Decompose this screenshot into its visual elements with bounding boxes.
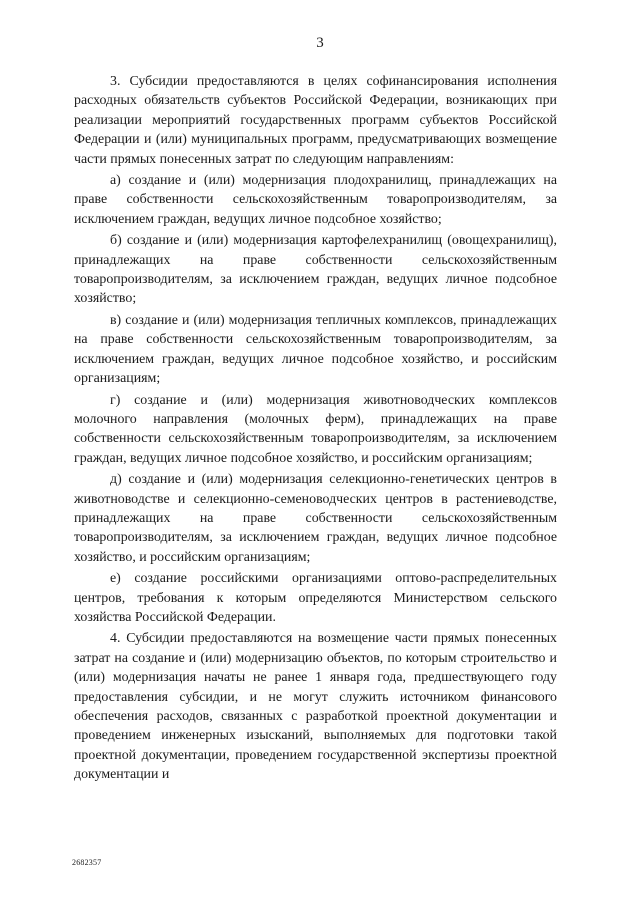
paragraph-3-item-a: а) создание и (или) модернизация плодохранилищ, принадлежащих на праве собственности сельскохозяйственным товаропроизводителям, за исключением граждан, ведущих личное подсобное хозяйство; (74, 173, 557, 227)
paragraph-4: 4. Субсидии предоставляются на возмещение части прямых понесенных затрат на создание и (или) модернизацию объектов, по которым строительство и (или) модернизация начаты не ранее 1 января года, предшествующего году предоставления субсидии, и не могут служить источником финансового обеспечения расходов, связанных с разработкой проектной документации и проведением инженерных изысканий, выполняемых для подготовки такой проектной документации, проведением государственной экспертизы проектной документации и (74, 631, 557, 783)
paragraph-3-item-e: е) создание российскими организациями оптово-распределительных центров, требования к которым определяются Министерством сельского хозяйства Российской Федерации. (74, 571, 557, 625)
page-number: 3 (316, 35, 324, 51)
paragraph-3: 3. Субсидии предоставляются в целях софинансирования исполнения расходных обязательств субъектов Российской Федерации, возникающих при реализации мероприятий государственных программ субъектов Российской Федерации и (или) муниципальных программ, предусматривающих возмещение части прямых понесенных затрат по следующим направлениям: (74, 74, 557, 167)
paragraph-3-item-d: д) создание и (или) модернизация селекционно-генетических центров в животноводстве и селекционно-семеноводческих центров в растениеводстве, принадлежащих на праве собственности сельскохозяйственным товаропроизводителям, за исключением граждан, ведущих личное подсобное хозяйство, и российским организациям; (74, 472, 557, 565)
document-body (74, 72, 557, 785)
document-code: 2682357 (72, 858, 102, 867)
paragraph-3-item-g: г) создание и (или) модернизация животноводческих комплексов молочного направления (молочных ферм), принадлежащих на праве собственности сельскохозяйственным товаропроизводителям, за исключением граждан, ведущих личное подсобное хозяйство, и российским организациям; (74, 392, 557, 466)
paragraph-3-item-b: б) создание и (или) модернизация картофелехранилищ (овощехранилищ), принадлежащих на праве собственности сельскохозяйственным товаропроизводителям, за исключением граждан, ведущих личное подсобное хозяйство; (74, 233, 557, 307)
paragraph-3-item-v: в) создание и (или) модернизация тепличных комплексов, принадлежащих на праве собственности сельскохозяйственным товаропроизводителям, за исключением граждан, ведущих личное подсобное хозяйство, и российским организациям; (74, 312, 557, 387)
